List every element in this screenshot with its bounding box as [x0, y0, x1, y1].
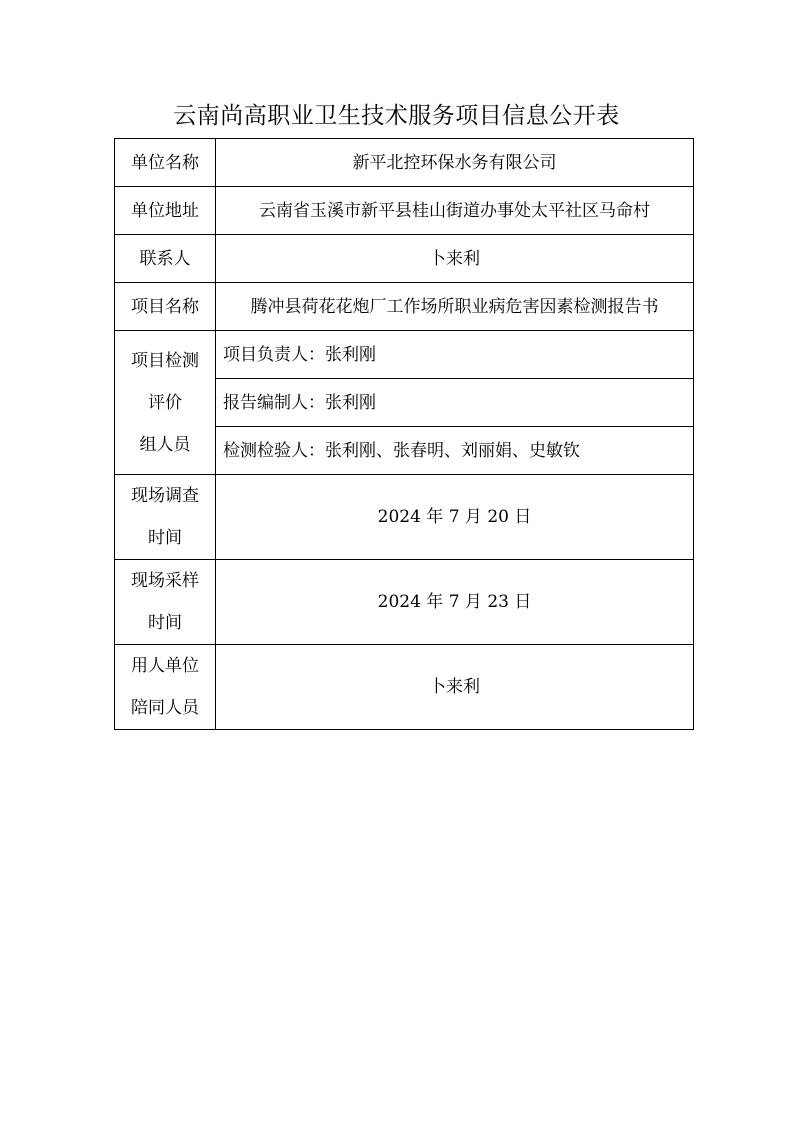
sampling-time-label-line-2: 时间 [148, 613, 182, 633]
project-name-label: 项目名称 [115, 283, 216, 331]
unit-name-label: 单位名称 [115, 139, 216, 187]
table-row-unit-name [115, 139, 694, 187]
table-row-survey-time [115, 475, 694, 560]
team-label [115, 331, 216, 475]
page-title: 云南尚高职业卫生技术服务项目信息公开表 [173, 103, 620, 129]
survey-time-label [115, 475, 216, 560]
info-table [114, 138, 694, 730]
inspectors-value: 检测检验人：张利刚、张春明、刘丽娟、史敏钦 [216, 427, 694, 475]
sampling-time-label [115, 560, 216, 645]
survey-time-value: 2024 年 7 月 20 日 [216, 475, 694, 560]
project-lead-value: 项目负责人：张利刚 [216, 331, 694, 379]
report-author-value: 报告编制人：张利刚 [216, 379, 694, 427]
table-row-team-lead [115, 331, 694, 379]
contact-value: 卜来利 [216, 235, 694, 283]
table-row-contact [115, 235, 694, 283]
sampling-time-value: 2024 年 7 月 23 日 [216, 560, 694, 645]
table-row-project-name [115, 283, 694, 331]
unit-name-value: 新平北控环保水务有限公司 [216, 139, 694, 187]
contact-label: 联系人 [115, 235, 216, 283]
table-row-escort [115, 645, 694, 730]
escort-label [115, 645, 216, 730]
escort-label-line-2: 陪同人员 [131, 698, 199, 718]
project-name-value: 腾冲县荷花花炮厂工作场所职业病危害因素检测报告书 [216, 283, 694, 331]
survey-time-label-line-2: 时间 [148, 528, 182, 548]
table-row-unit-address [115, 187, 694, 235]
survey-time-label-line-1: 现场调查 [131, 486, 199, 506]
team-label-line-1: 项目检测 [131, 350, 199, 371]
team-label-line-3: 组人员 [139, 434, 191, 455]
unit-address-label: 单位地址 [115, 187, 216, 235]
escort-label-line-1: 用人单位 [131, 656, 199, 676]
team-label-line-2: 评价 [148, 392, 182, 413]
unit-address-value: 云南省玉溪市新平县桂山街道办事处太平社区马命村 [216, 187, 694, 235]
sampling-time-label-line-1: 现场采样 [131, 571, 199, 591]
escort-value: 卜来利 [216, 645, 694, 730]
table-row-sampling-time [115, 560, 694, 645]
